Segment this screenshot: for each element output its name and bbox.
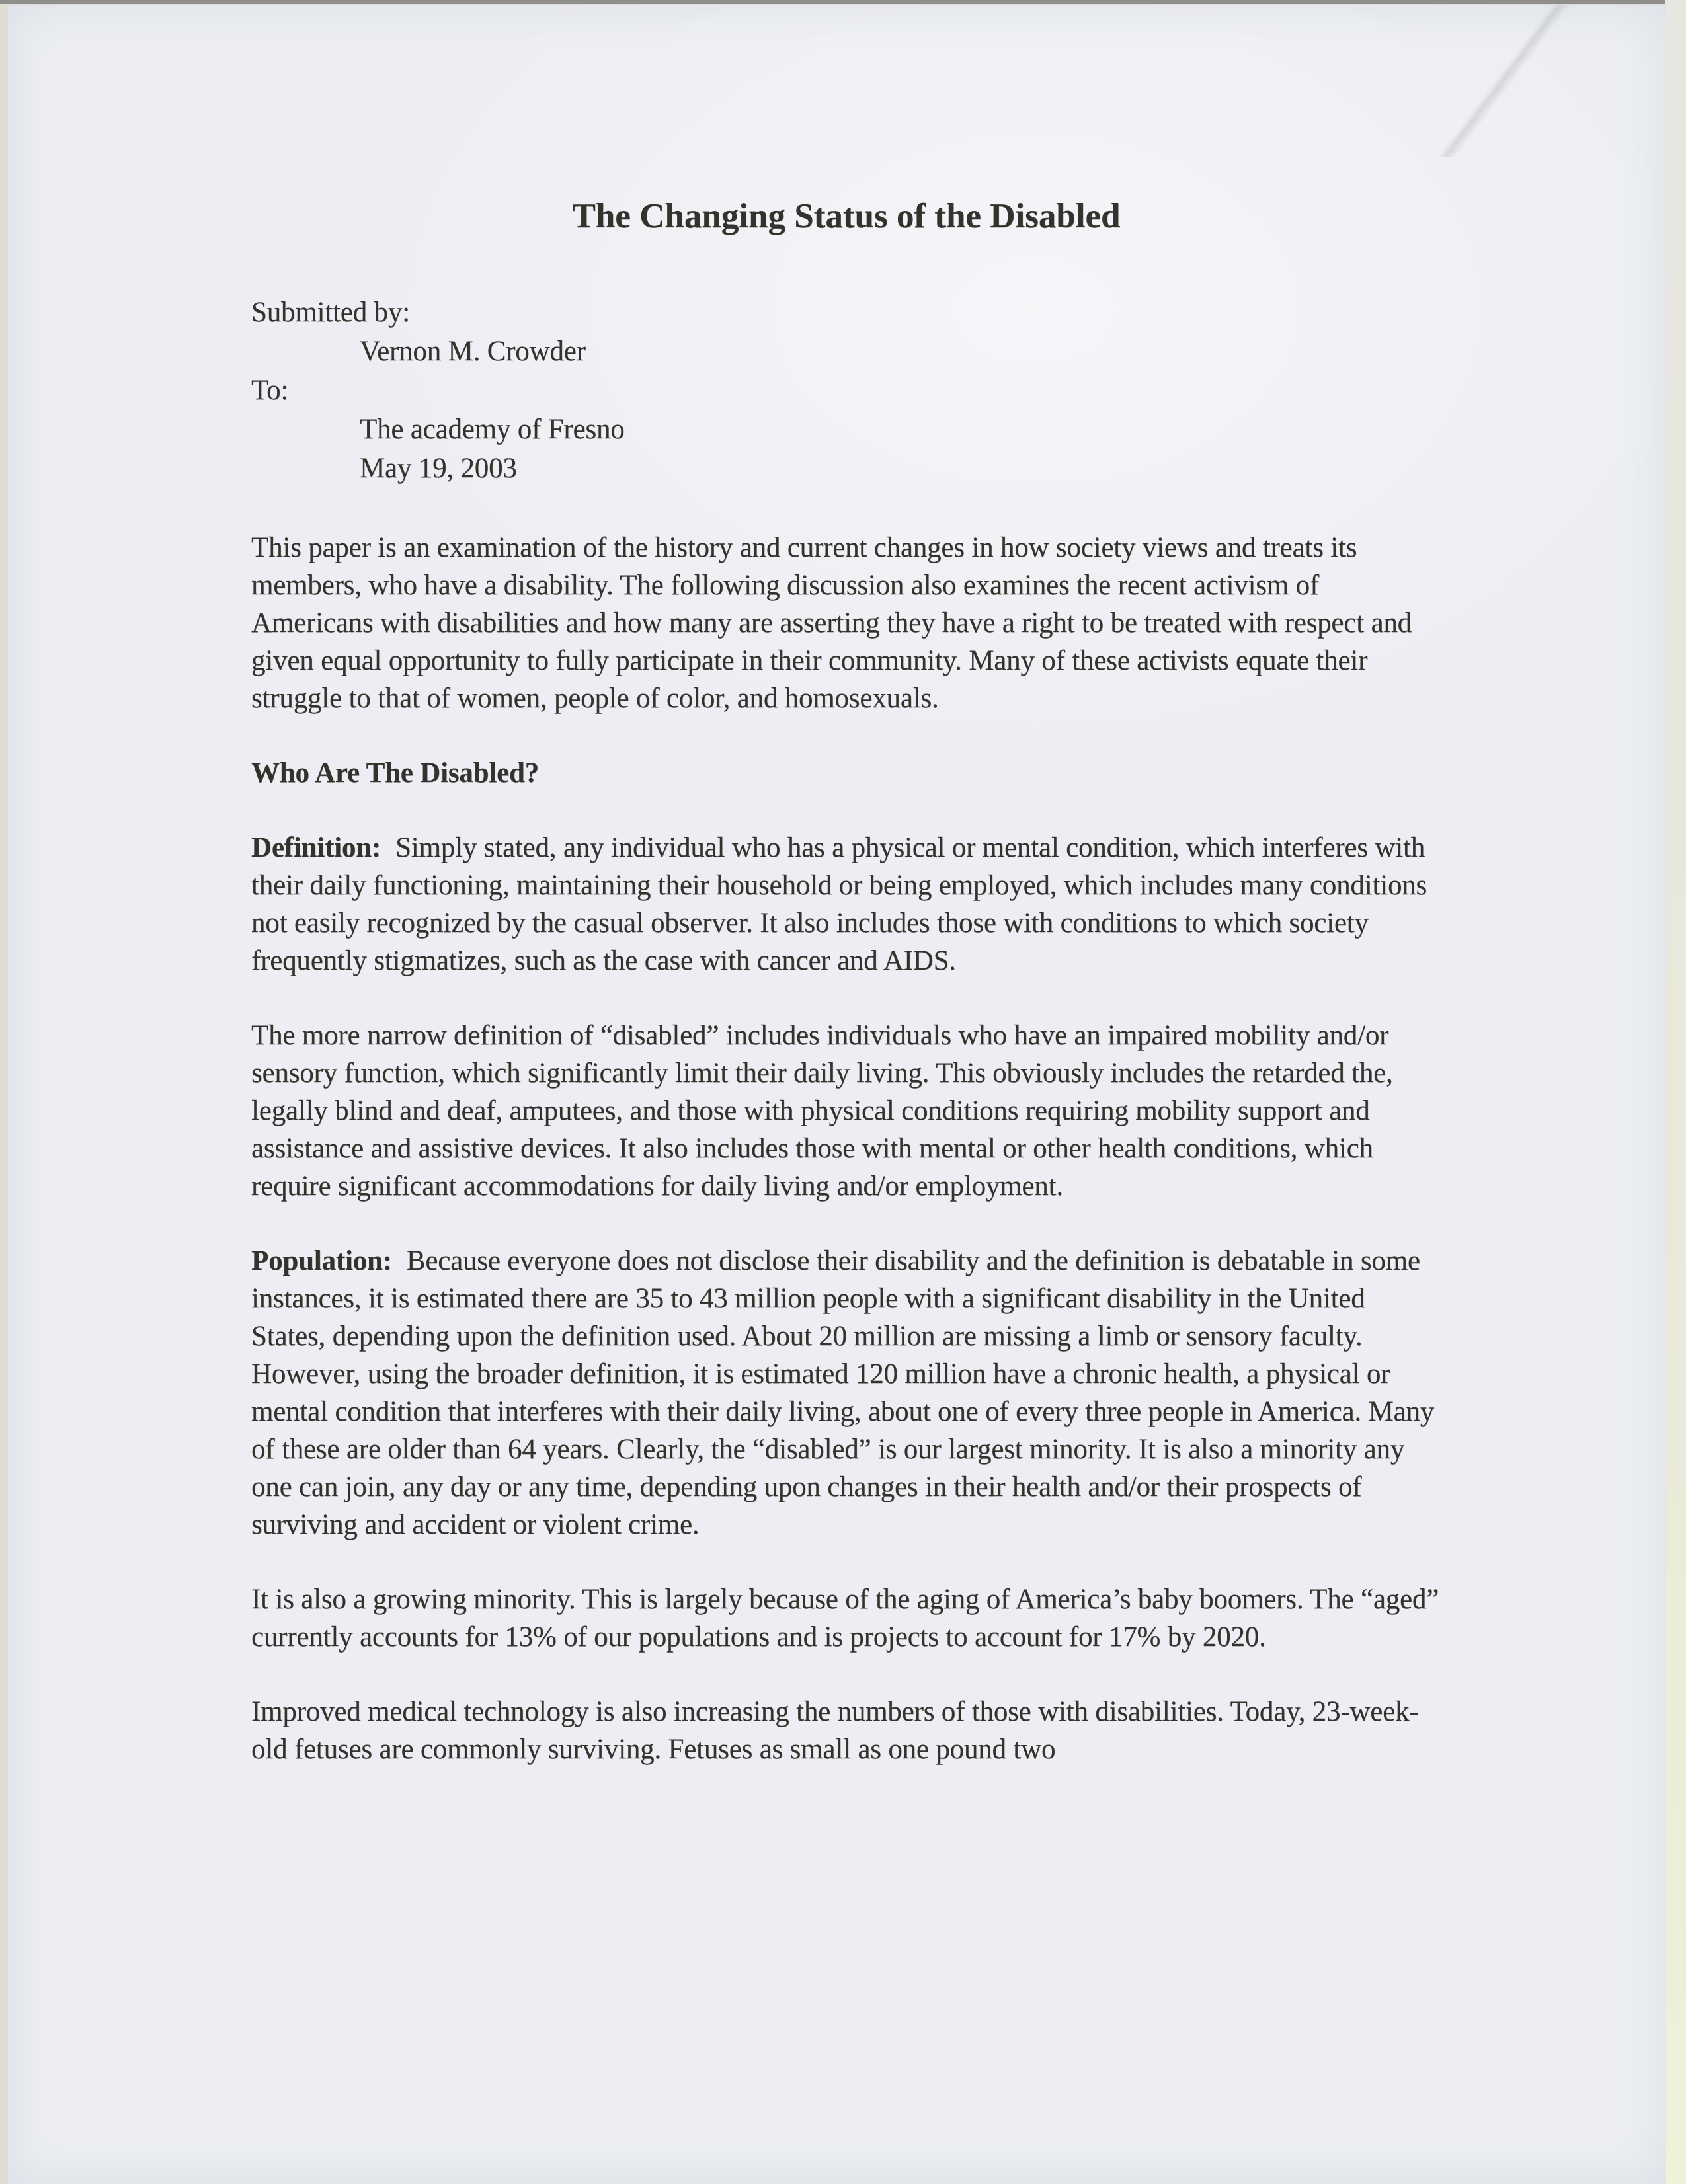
definition-text: Simply stated, any individual who has a physical or mental condition, which interferes with their daily functioning, maintaining their household or being employed, which includes many conditions not easily recognized by the casual observer. It also includes those with conditions to which society frequently stigmatizes, such as the case with cancer and AIDS. bbox=[251, 832, 1427, 976]
submission-date: May 19, 2003 bbox=[360, 453, 517, 484]
definition-label: Definition: bbox=[251, 832, 381, 863]
author-name: Vernon M. Crowder bbox=[360, 336, 586, 367]
recipient-name: The academy of Fresno bbox=[360, 414, 625, 445]
definition-paragraph bbox=[251, 829, 1441, 980]
narrow-definition-paragraph: The more narrow definition of “disabled” includes individuals who have an impaired mobility and/or sensory function, which significantly limit their daily living. This obviously includes the retarded the, legally blind and deaf, amputees, and those with physical conditions requiring mobility support and assistance and assistive devices. It also includes those with mental or other health conditions, which require significant accommodations for daily living and/or employment. bbox=[251, 1020, 1393, 1202]
scanner-bed-edge bbox=[1665, 0, 1686, 2184]
population-paragraph bbox=[251, 1242, 1441, 1543]
growing-minority-paragraph: It is also a growing minority. This is largely because of the aging of America’s baby boomers. The “aged” currently accounts for 13% of our populations and is projects to account for 17% by 2020. bbox=[251, 1584, 1439, 1653]
medical-technology-paragraph: Improved medical technology is also increasing the numbers of those with disabilities. Today, 23-week-old fetuses are commonly surviving. Fetuses as small as one pound two bbox=[251, 1696, 1419, 1765]
document-content bbox=[251, 5, 1441, 1805]
intro-paragraph: This paper is an examination of the history and current changes in how society views and treats its members, who have a disability. The following discussion also examines the recent activism of Americans with disabilities and how many are asserting they have a right to be treated with respect and given equal opportunity to fully participate in their community. Many of these activists equate their struggle to that of women, people of color, and homosexuals. bbox=[251, 532, 1412, 714]
submission-block bbox=[251, 293, 1441, 488]
scanner-edge-line bbox=[0, 0, 1686, 4]
section-heading: Who Are The Disabled? bbox=[251, 758, 540, 789]
paper-page bbox=[8, 5, 1666, 2184]
submitted-by-label: Submitted by: bbox=[251, 297, 410, 328]
population-label: Population: bbox=[251, 1245, 392, 1276]
document-title: The Changing Status of the Disabled bbox=[572, 197, 1121, 235]
population-text: Because everyone does not disclose their disability and the definition is debatable in some instances, it is estimated there are 35 to 43 million people with a significant disability in the United States, depending upon the definition used. About 20 million are missing a limb or sensory faculty. However, using the broader definition, it is estimated 120 million have a chronic health, a physical or mental condition that interferes with their daily living, about one of every three people in America. Many of these are older than 64 years. Clearly, the “disabled” is our largest minority. It is also a minority any one can join, any day or any time, depending upon changes in their health and/or their prospects of surviving and accident or violent crime. bbox=[251, 1245, 1435, 1540]
to-label: To: bbox=[251, 375, 289, 406]
